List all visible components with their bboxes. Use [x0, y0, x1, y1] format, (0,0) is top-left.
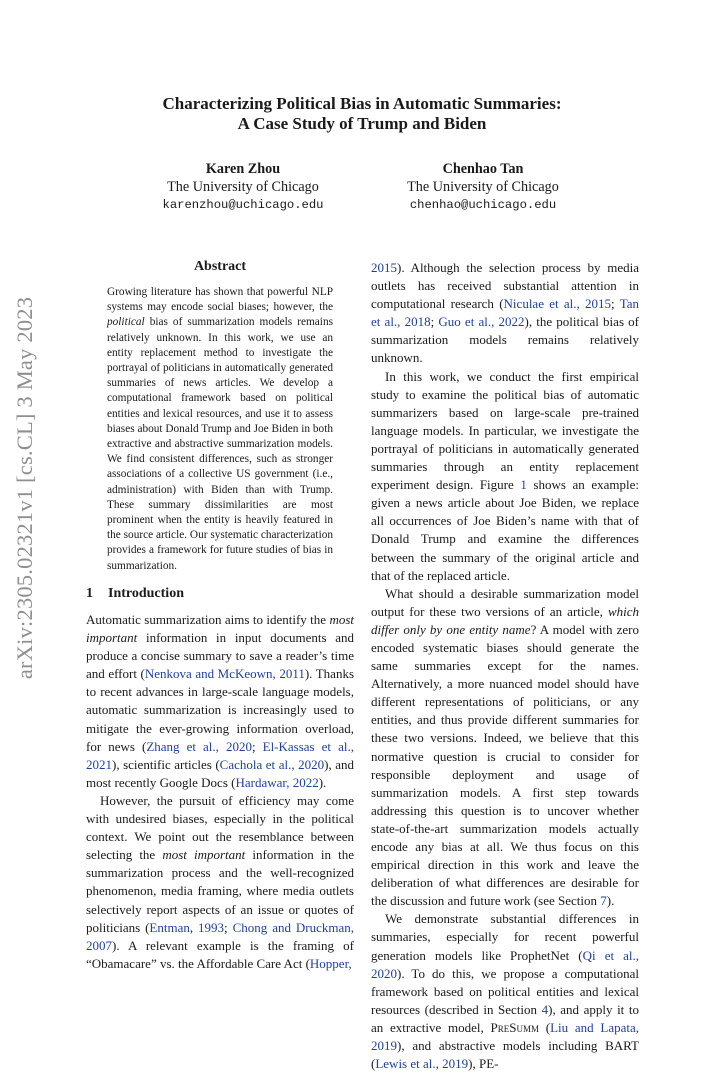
paper-title [80, 94, 644, 134]
section-ref-link[interactable]: 4 [541, 1001, 549, 1017]
paragraph: What should a desirable summarization model output for these two versions of an article, which differ only by one entity name? A model with zero encoded systematic biases should generate the same summaries except for the names. Alternatively, a more nuanced model should have different representations of politicians, or any entities, and thus provide different summaries for these two versions. Indeed, we believe that this normative question is crucial to consider for responsible deployment and usage of summarization models. A first step towards addressing this question is to uncover whether state-of-the-art summarization models actually encode any bias at all. We thus focus on this empirical direction in this work and leave the deliberation of what differences are desirable for the discussion and future work (see Section 7). [371, 585, 640, 909]
author-name: Karen Zhou [205, 161, 281, 177]
section-title: Introduction [108, 586, 184, 601]
figure-ref-link[interactable]: 1 [520, 477, 527, 493]
right-column [371, 259, 639, 1073]
citation-link[interactable]: El-Kassas et al., 2021 [86, 738, 354, 772]
citation-link[interactable]: Niculae et al., 2015 [503, 296, 612, 312]
paragraph: 2015). Although the selection process by media outlets has received substantial attention in computational research (Niculae et al., 2015; Tan et al., 2018; Guo et al., 2022), the political bias of summarization models remains relatively unknown. [371, 260, 640, 366]
author-email[interactable]: chenhao@uchicago.edu [409, 198, 557, 212]
left-column [86, 611, 354, 973]
author-email[interactable]: karenzhou@uchicago.edu [162, 198, 324, 212]
title-line-1: Characterizing Political Bias in Automatic Summaries: [162, 94, 562, 113]
section-ref-link[interactable]: 7 [600, 893, 607, 909]
section-heading [86, 586, 184, 602]
citation-link[interactable]: Hopper, [309, 955, 352, 971]
citation-link[interactable]: Entman [149, 919, 190, 935]
paragraph: We demonstrate substantial differences in summaries, especially for recent powerful generation models like ProphetNet (Qi et al., 2020). To do this, we propose a computational framework based on political entities and lexical resources (described in Section 4), and apply it to an extractive model, PreSumm (Liu and Lapata, 2019), and abstractive models including BART (Lewis et al., 2019), PE- [371, 911, 639, 1072]
paragraph: However, the pursuit of efficiency may come with undesired biases, especially in the political context. We point out the resemblance between selecting the most important information in the summarization process and the well-recognized phenomenon, media framing, where media outlets selectively report aspects of an issue or quotes of politicians (Entman, 1993; Chong and Druckman, 2007). A relevant example is the framing of “Obamacare” vs. the Affordable Care Act (Hopper, [86, 792, 355, 971]
section-number: 1 [86, 586, 93, 601]
author-affiliation: The University of Chicago [407, 179, 559, 195]
citation-link[interactable]: Hardawar, 2022 [235, 774, 319, 790]
author-affiliation: The University of Chicago [167, 179, 319, 195]
paragraph: Automatic summarization aims to identify the most important information in input documents and produce a concise summary to save a reader’s time and effort (Nenkova and McKeown, 2011). Thanks to recent advances in large-scale language models, automatic summarization is increasingly used to mitigate the ever-growing information overload, for news (Zhang et al., 2020; El-Kassas et al., 2021), scientific articles (Cachola et al., 2020), and most recently Google Docs (Hardawar, 2022). [86, 612, 355, 790]
author-block-2 [363, 160, 603, 214]
citation-link[interactable]: Chong and Druckman, 2007 [86, 919, 355, 953]
paragraph: In this work, we conduct the first empirical study to examine the political bias of automatic summarizers based on large-scale pre-trained language models. In particular, we investigate the portrayal of politicians in automatically generated summaries through an entity replacement experiment design. Figure 1 shows an example: given a news article about Joe Biden, we replace all occurrences of Joe Biden’s name with that of Donald Trump and examine the differences between the summary of the original article and that of the replaced article. [371, 368, 639, 583]
citation-link[interactable]: Guo et al., 2022 [438, 314, 525, 330]
abstract-body: Growing literature has shown that powerful NLP systems may encode social biases; however, the political bias of summarization models remains relatively unknown. In this work, we use an entity replacement method to investigate the portrayal of politicians in automatically generated summaries of news articles. We develop a computational framework based on political entities and lexical resources, and use it to assess biases about Donald Trump and Joe Biden in both extractive and abstractive summarization models. We find consistent differences, such as stronger associations of a collective US government (i.e., administration) with Biden than with Trump. These summary dissimilarities are most prominent when the entity is heavily featured in the source article. Our systematic characterization provides a framework for future studies of bias in summarization. [107, 286, 333, 572]
author-block-1 [123, 160, 363, 214]
citation-link[interactable]: Lewis et al., 2019 [375, 1056, 469, 1072]
citation-link[interactable]: Nenkova and McKeown, 2011 [144, 666, 305, 682]
author-name: Chenhao Tan [442, 161, 524, 177]
citation-link[interactable]: Qi et al., 2020 [371, 947, 639, 981]
citation-link[interactable]: Zhang et al., 2020 [146, 738, 252, 754]
arxiv-watermark: arXiv:2305.02321v1 [cs.CL] 3 May 2023 [12, 296, 37, 680]
citation-link[interactable]: Liu and Lapata, 2019 [371, 1019, 639, 1054]
citation-link[interactable]: 2015 [371, 260, 397, 275]
citation-link[interactable]: Cachola et al., 2020 [219, 756, 325, 772]
citation-link[interactable]: Tan et al., 2018 [371, 296, 640, 330]
title-line-2: A Case Study of Trump and Biden [237, 114, 487, 133]
citation-link[interactable]: 1993 [198, 919, 225, 935]
abstract-heading: Abstract [193, 259, 247, 274]
